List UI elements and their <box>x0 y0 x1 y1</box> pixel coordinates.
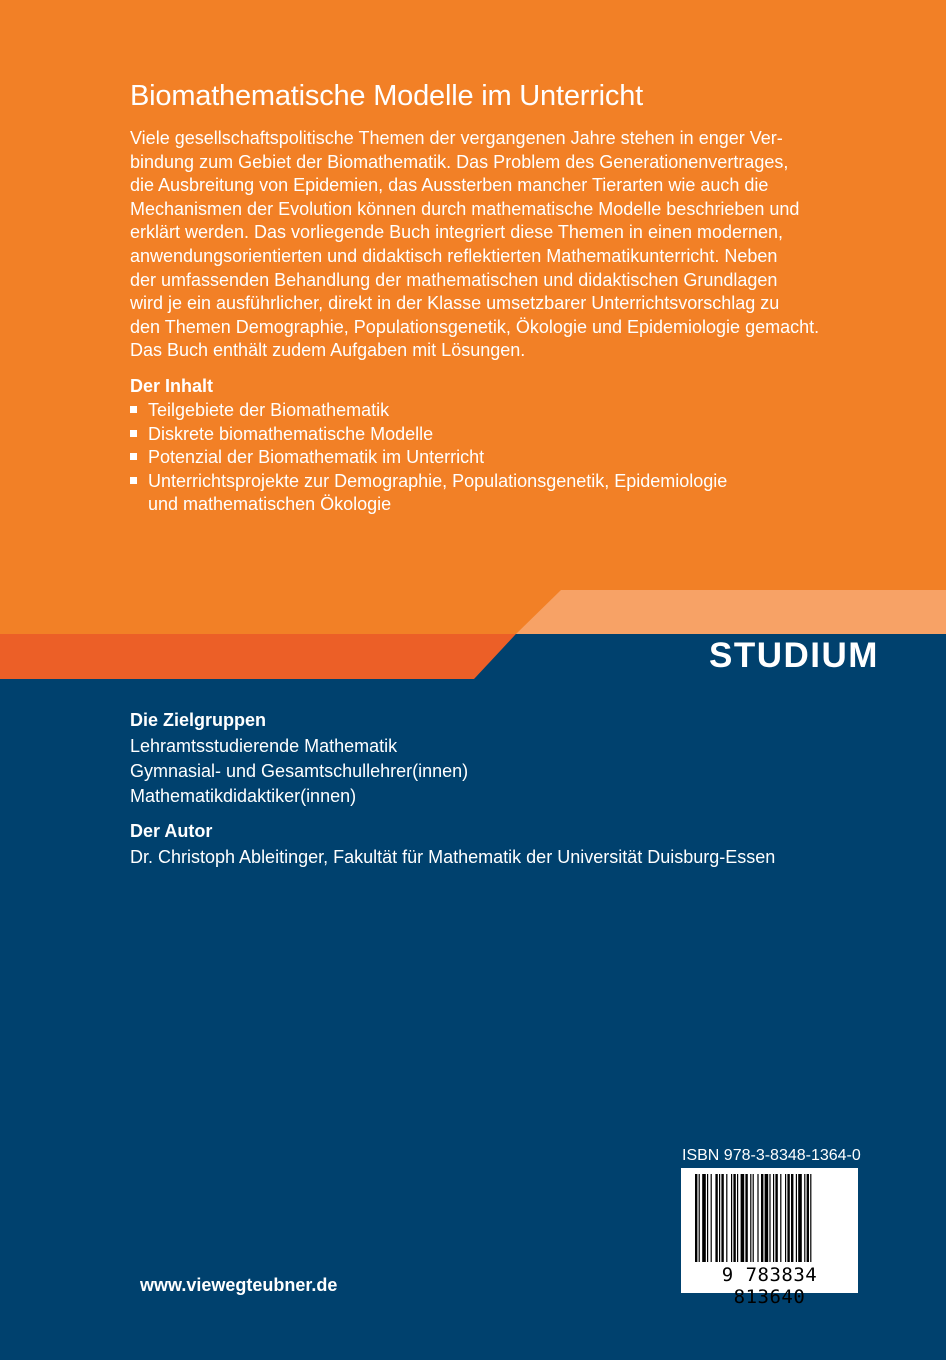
description-line: den Themen Demographie, Populationsgenetik, Ökologie und Epidemiologie gemacht. <box>130 316 820 337</box>
description-line: wird je ein ausführlicher, direkt in der Klasse umsetzbarer Unterrichtsvorschlag zu <box>130 293 780 314</box>
audience-item: Gymnasial- und Gesamtschullehrer(innen) <box>130 761 469 781</box>
light-orange-stripe <box>516 590 946 634</box>
audience-item: Lehramtsstudierende Mathematik <box>130 736 398 756</box>
author-info <box>130 845 775 870</box>
book-title: Biomathematische Modelle im Unterricht <box>130 80 643 112</box>
barcode-bar <box>726 1174 727 1262</box>
barcode-bar <box>733 1174 735 1262</box>
barcode-bar <box>715 1174 717 1262</box>
barcode-bar <box>761 1174 763 1262</box>
barcode-bar <box>775 1174 777 1262</box>
audience-heading: Die Zielgruppen <box>130 710 267 730</box>
description-line: Mechanismen der Evolution können durch mathematische Modelle beschrieben und <box>130 198 800 219</box>
barcode-bar <box>787 1174 789 1262</box>
contents-item <box>130 446 727 470</box>
description-line: der umfassenden Behandlung der mathematischen und didaktischen Grundlagen <box>130 269 778 290</box>
description-line: anwendungsorientierten und didaktisch reflektierten Mathematikunterricht. Neben <box>130 245 778 266</box>
series-label: STUDIUM <box>709 636 879 675</box>
isbn-number: ISBN 978-3-8348-1364-0 <box>682 1147 861 1164</box>
author-heading: Der Autor <box>130 821 213 841</box>
square-bullet-icon <box>130 453 137 460</box>
barcode-bar <box>810 1174 811 1262</box>
contents-item-label-continued: und mathematischen Ökologie <box>148 494 392 515</box>
barcode-bar <box>780 1174 781 1262</box>
barcode-bar <box>807 1174 809 1262</box>
barcode-bar <box>796 1174 797 1262</box>
description-line: die Ausbreitung von Epidemien, das Aussterben mancher Tierarten wie auch die <box>130 175 769 196</box>
barcode-bar <box>737 1174 738 1262</box>
barcode-bar <box>711 1174 712 1262</box>
description-line: bindung zum Gebiet der Biomathematik. Das Problem des Generationenvertrages, <box>130 151 789 172</box>
barcode-bar <box>707 1174 708 1262</box>
barcode-bar <box>695 1174 697 1262</box>
barcode-bar <box>753 1174 754 1262</box>
barcode-bar <box>798 1174 802 1262</box>
barcode-digits: 9 783834 813640 <box>721 1264 818 1308</box>
publisher-website: www.viewegteubner.de <box>140 1275 338 1295</box>
contents-item-label: Teilgebiete der Biomathematik <box>148 400 390 420</box>
barcode-bar <box>731 1174 732 1262</box>
barcode-bar <box>741 1174 745 1262</box>
contents-item <box>130 423 727 447</box>
contents-item-label: Diskrete biomathematische Modelle <box>148 423 434 444</box>
barcode-bar <box>721 1174 723 1262</box>
barcode-bar <box>785 1174 786 1262</box>
description-line: Das Buch enthält zudem Aufgaben mit Lösungen. <box>130 340 526 361</box>
contents-heading: Der Inhalt <box>130 376 214 396</box>
barcode-bar <box>745 1174 747 1262</box>
barcode-bar <box>719 1174 720 1262</box>
barcode-bar <box>804 1174 805 1262</box>
square-bullet-icon <box>130 430 137 437</box>
barcode-bar <box>750 1174 751 1262</box>
description <box>130 127 850 363</box>
square-bullet-icon <box>130 406 137 413</box>
barcode-bar <box>699 1174 700 1262</box>
barcode-bar <box>791 1174 793 1262</box>
square-bullet-icon <box>130 477 137 484</box>
barcode-bar <box>765 1174 769 1262</box>
description-line: erklärt werden. Das vorliegende Buch integriert diese Themen in einen modernen, <box>130 222 784 243</box>
contents-item <box>130 399 727 423</box>
barcode-bar <box>702 1174 706 1262</box>
audience-list <box>130 734 468 809</box>
contents-item-label: Unterrichtsprojekte zur Demographie, Populationsgenetik, Epidemiologie <box>148 470 728 491</box>
barcode-bar <box>769 1174 770 1262</box>
red-orange-stripe <box>0 634 516 679</box>
audience-item: Mathematikdidaktiker(innen) <box>130 786 357 806</box>
contents-list <box>130 399 727 517</box>
barcode-bar <box>757 1174 758 1262</box>
barcode <box>681 1168 858 1308</box>
author-line: Dr. Christoph Ableitinger, Fakultät für Mathematik der Universität Duisburg-Essen <box>130 847 776 867</box>
contents-item <box>130 470 727 517</box>
barcode-bars <box>695 1174 844 1266</box>
description-line: Viele gesellschaftspolitische Themen der vergangenen Jahre stehen in enger Ver- <box>130 128 783 148</box>
barcode-bar <box>773 1174 774 1262</box>
contents-item-label: Potenzial der Biomathematik im Unterricht <box>148 447 485 468</box>
